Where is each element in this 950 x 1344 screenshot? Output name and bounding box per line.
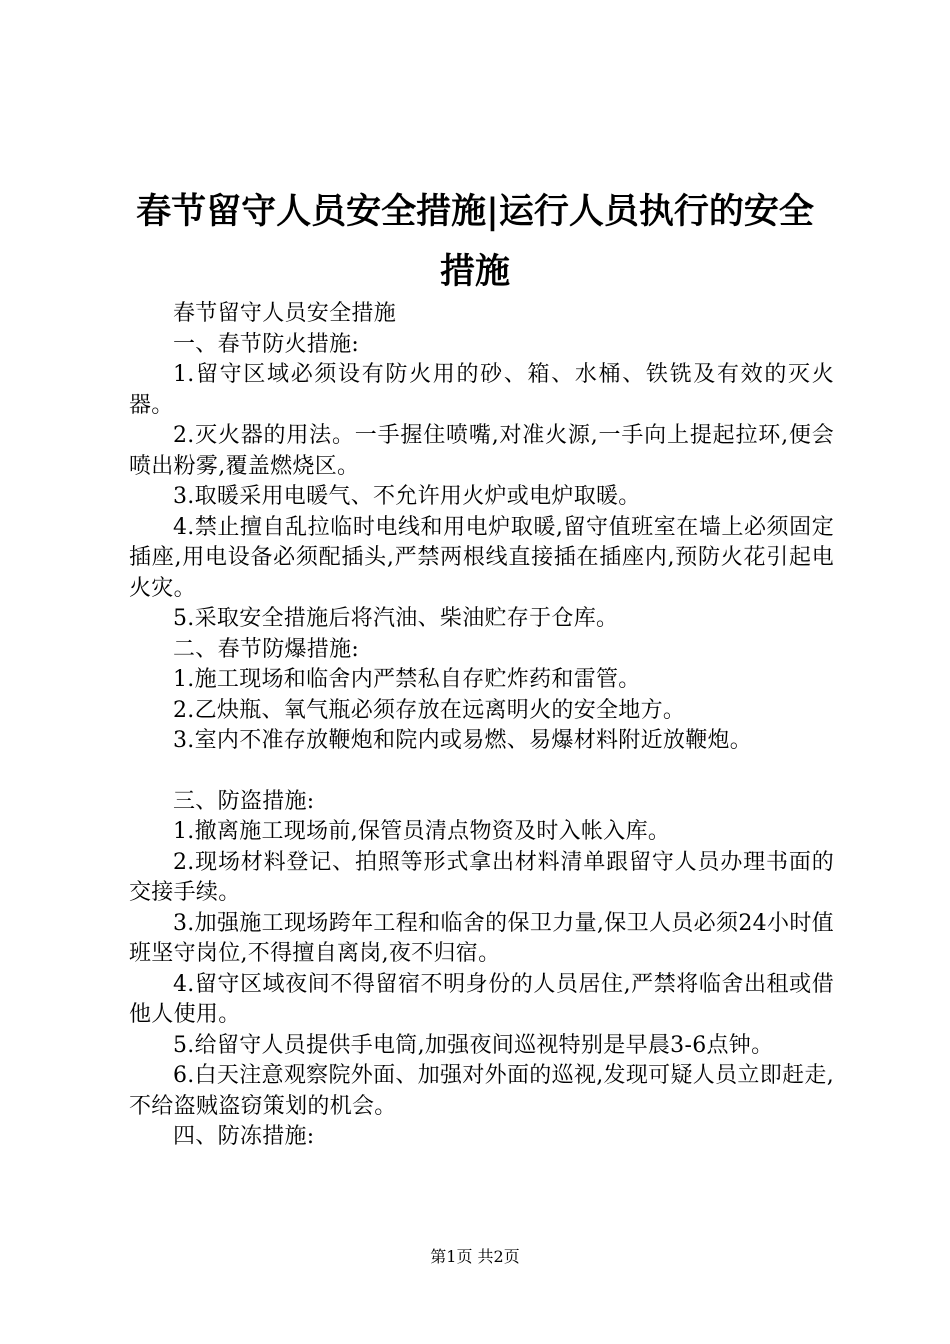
section-heading: 三、防盗措施: xyxy=(173,788,315,814)
document-body xyxy=(129,299,834,1153)
paragraph: 4.留守区域夜间不得留宿不明身份的人员居住,严禁将临舍出租或借他人使用。 xyxy=(129,971,834,1027)
paragraph: 2.乙炔瓶、氧气瓶必须存放在远离明火的安全地方。 xyxy=(173,697,686,723)
paragraph: 4.禁止擅自乱拉临时电线和用电炉取暖,留守值班室在墙上必须固定插座,用电设备必须配插头,严禁两根线直接插在插座内,预防火花引起电火灾。 xyxy=(129,514,834,601)
paragraph: 6.白天注意观察院外面、加强对外面的巡视,发现可疑人员立即赶走,不给盗贼盗窃策划的机会。 xyxy=(129,1063,834,1119)
paragraph: 1.施工现场和临舍内严禁私自存贮炸药和雷管。 xyxy=(173,667,641,692)
document-title: 春节留守人员安全措施|运行人员执行的安全措施 xyxy=(136,191,814,292)
paragraph: 5.给留守人员提供手电筒,加强夜间巡视特别是早晨3-6点钟。 xyxy=(173,1032,774,1058)
section-heading: 四、防冻措施: xyxy=(173,1124,315,1149)
paragraph: 3.室内不准存放鞭炮和院内或易燃、易爆材料附近放鞭炮。 xyxy=(173,728,753,753)
paragraph: 3.取暖采用电暖气、不允许用火炉或电炉取暖。 xyxy=(173,484,641,509)
paragraph: 5.采取安全措施后将汽油、柴油贮存于仓库。 xyxy=(173,606,619,631)
paragraph: 2.现场材料登记、拍照等形式拿出材料清单跟留守人员办理书面的交接手续。 xyxy=(129,849,834,905)
section-heading: 一、春节防火措施: xyxy=(173,331,360,357)
section-heading: 二、春节防爆措施: xyxy=(173,636,360,662)
paragraph: 春节留守人员安全措施 xyxy=(173,301,397,326)
paragraph: 1.撤离施工现场前,保管员清点物资及时入帐入库。 xyxy=(173,819,671,844)
paragraph: 3.加强施工现场跨年工程和临舍的保卫力量,保卫人员必须24小时值班坚守岗位,不得擅自离岗,夜不归宿。 xyxy=(129,910,834,966)
paragraph: 2.灭火器的用法。一手握住喷嘴,对准火源,一手向上提起拉环,便会喷出粉雾,覆盖燃烧区。 xyxy=(129,423,834,479)
paragraph: 1.留守区域必须设有防火用的砂、箱、水桶、铁铣及有效的灭火器。 xyxy=(129,362,834,418)
page-footer: 第1页 共2页 xyxy=(430,1247,520,1266)
